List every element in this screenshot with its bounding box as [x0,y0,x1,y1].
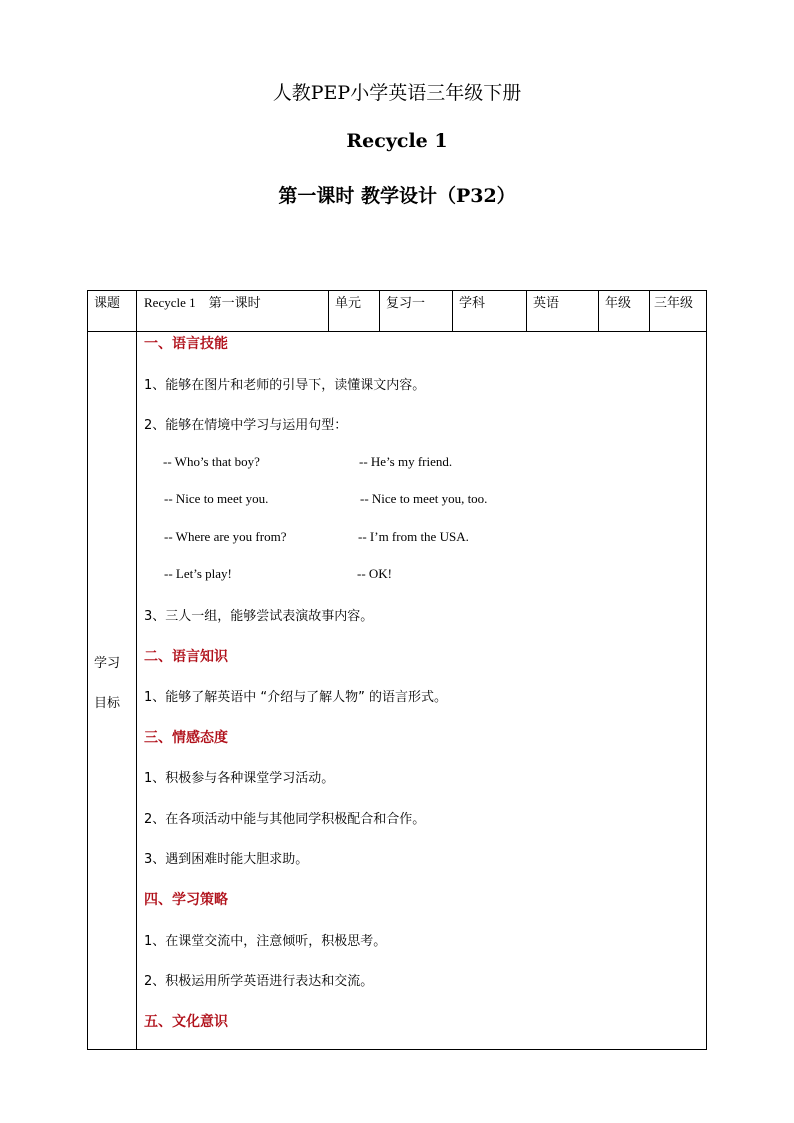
table-col-divider [328,290,329,331]
table-border-top [87,290,707,291]
list-item: 1、能够在图片和老师的引导下，读懂课文内容。 [144,378,426,393]
list-item: 3、三人一组，能够尝试表演故事内容。 [144,609,374,624]
list-item: 2、积极运用所学英语进行表达和交流。 [144,974,374,989]
table-col-divider [598,290,599,331]
list-item: 3、遇到困难时能大胆求助。 [144,852,309,867]
table-col-divider [649,290,650,331]
section-heading: 三、情感态度 [144,730,228,746]
dialogue-question: -- Who’s that boy? [163,454,260,469]
list-item: 2、能够在情境中学习与运用句型： [144,418,348,433]
grade-value: 三年级 [654,296,694,311]
table-border-right [706,290,707,1050]
dialogue-question: -- Nice to meet you. [164,491,269,506]
dialogue-answer: -- I’m from the USA. [358,529,469,544]
section-heading: 二、语言知识 [144,649,228,665]
dialogue-answer: -- He’s my friend. [359,454,453,469]
unit-label: 单元 [335,296,362,311]
section-heading: 一、语言技能 [144,336,228,352]
dialogue-answer: -- Nice to meet you, too. [360,491,488,506]
subject-value: 英语 [533,296,560,311]
dialogue-answer: -- OK! [357,566,393,581]
list-item: 1、积极参与各种课堂学习活动。 [144,771,335,786]
table-col-divider [136,290,137,1050]
table-border-left [87,290,88,1050]
lesson-title: 第一课时 教学设计（P32） [278,185,516,207]
dialogue-question: -- Where are you from? [164,529,287,544]
unit-value: 复习一 [386,296,426,311]
table-col-divider [379,290,380,331]
list-item: 2、在各项活动中能与其他同学积极配合和合作。 [144,812,426,827]
table-row-divider [87,331,707,332]
topic-value: Recycle 1 第一课时 [144,295,261,310]
topic-label: 课题 [94,296,121,311]
objectives-label-line2: 目标 [94,696,121,711]
grade-label: 年级 [605,296,632,311]
unit-title: Recycle 1 [346,130,448,152]
list-item: 1、能够了解英语中 “介绍与了解人物” 的语言形式。 [144,690,448,705]
dialogue-question: -- Let’s play! [164,566,232,581]
document-title: 人教PEP小学英语三年级下册 [272,82,522,104]
section-heading: 四、学习策略 [144,892,228,908]
subject-label: 学科 [459,296,486,311]
objectives-label-line1: 学习 [94,656,121,671]
table-col-divider [452,290,453,331]
table-border-bottom [87,1049,707,1050]
section-heading: 五、文化意识 [144,1014,228,1030]
list-item: 1、在课堂交流中，注意倾听，积极思考。 [144,934,387,949]
table-col-divider [526,290,527,331]
